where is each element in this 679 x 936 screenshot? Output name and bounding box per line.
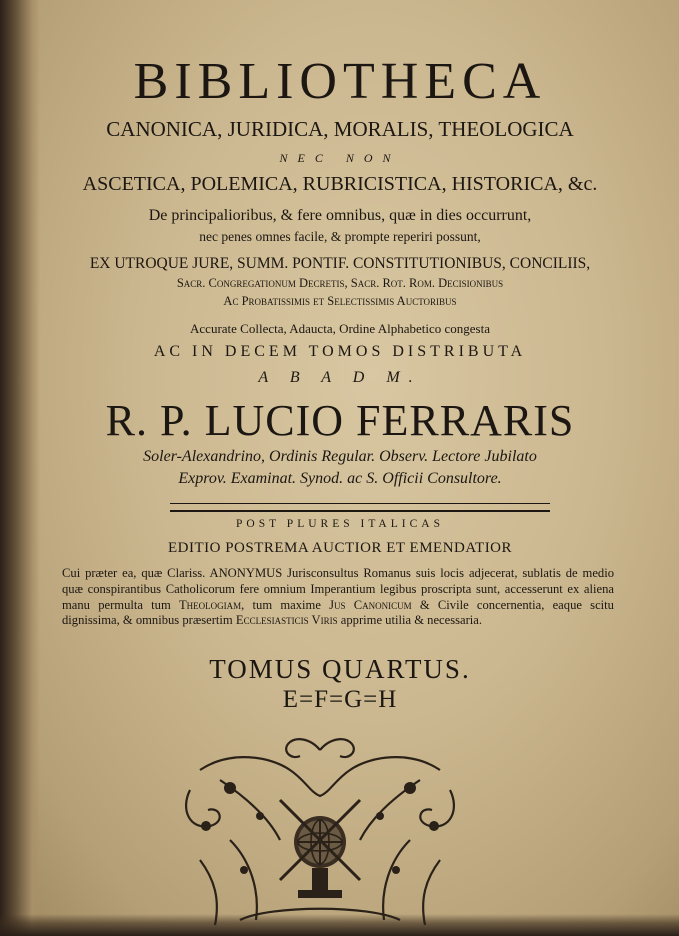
para-part-1: Cui præter ea, quæ Clariss. ANONYMUS Jurisconsultus Romanus suis locis adjecerat, sublatis de medio quæ conspirantibus Catholicorum fere omnium Imperantium legibus proscripta sunt, accesserunt ex aliena manu permulta tum (62, 566, 614, 612)
subtitle-line-1: CANONICA, JURIDICA, MORALIS, THEOLOGICA (106, 117, 574, 141)
principal-line-2: nec penes omnes facile, & prompte reperiri possunt, (199, 229, 481, 244)
author-name: R. P. LUCIO FERRARIS (105, 396, 575, 445)
principal-line-1: De principalioribus, & fere omnibus, quæ in dies occurrunt, (148, 207, 532, 224)
auctoribus-line: Ac Probatissimis et Selectissimis Auctoribus (223, 294, 457, 308)
book-title: BIBLIOTHECA (133, 53, 547, 110)
book-gutter (0, 0, 40, 936)
description-paragraph (62, 566, 614, 629)
para-part-2: , tum maxime (241, 597, 321, 612)
accurate-line: Accurate Collecta, Adaucta, Ordine Alphabetico congesta (190, 321, 490, 336)
decem-tomos-line: AC IN DECEM TOMOS DISTRIBUTA (153, 343, 527, 360)
subtitle-line-2: ASCETICA, POLEMICA, RUBRICISTICA, HISTORICA, &c. (82, 173, 598, 195)
double-rule-divider (170, 503, 550, 512)
ab-adm-line: A B A D M. (258, 369, 422, 386)
author-title-line-2: Exprov. Examinat. Synod. ac S. Officii Consultore. (178, 470, 502, 487)
para-theologiam: Theologiam (178, 597, 242, 612)
author-title-line-1: Soler-Alexandrino, Ordinis Regular. Observ. Lectore Jubilato (143, 448, 537, 465)
para-jus-canonicum: Jus Canonicum (329, 597, 412, 612)
para-part-4: apprime utilia & necessaria. (340, 613, 483, 628)
post-plures-line: POST PLURES ITALICAS (236, 518, 444, 530)
para-part-3: & Civile concernentia, eaque scitu dignissima, & omnibus præsertim (62, 597, 614, 628)
sacr-congregationum-line: Sacr. Congregationum Decretis, Sacr. Rot. Rom. Decisionibus (176, 276, 504, 290)
volume-letters: E=F=G=H (282, 686, 398, 713)
volume-title: TOMUS QUARTUS. (209, 654, 471, 684)
editio-line: EDITIO POSTREMA AUCTIOR ET EMENDATIOR (167, 540, 513, 556)
printers-ornament-icon (160, 730, 480, 935)
para-ecclesiasticis: Ecclesiasticis Viris (235, 613, 338, 628)
nec-non-line: NEC NON (279, 151, 401, 165)
ex-utroque-line: EX UTROQUE JURE, SUMM. PONTIF. CONSTITUTIONIBUS, CONCILIIS, (89, 255, 591, 272)
